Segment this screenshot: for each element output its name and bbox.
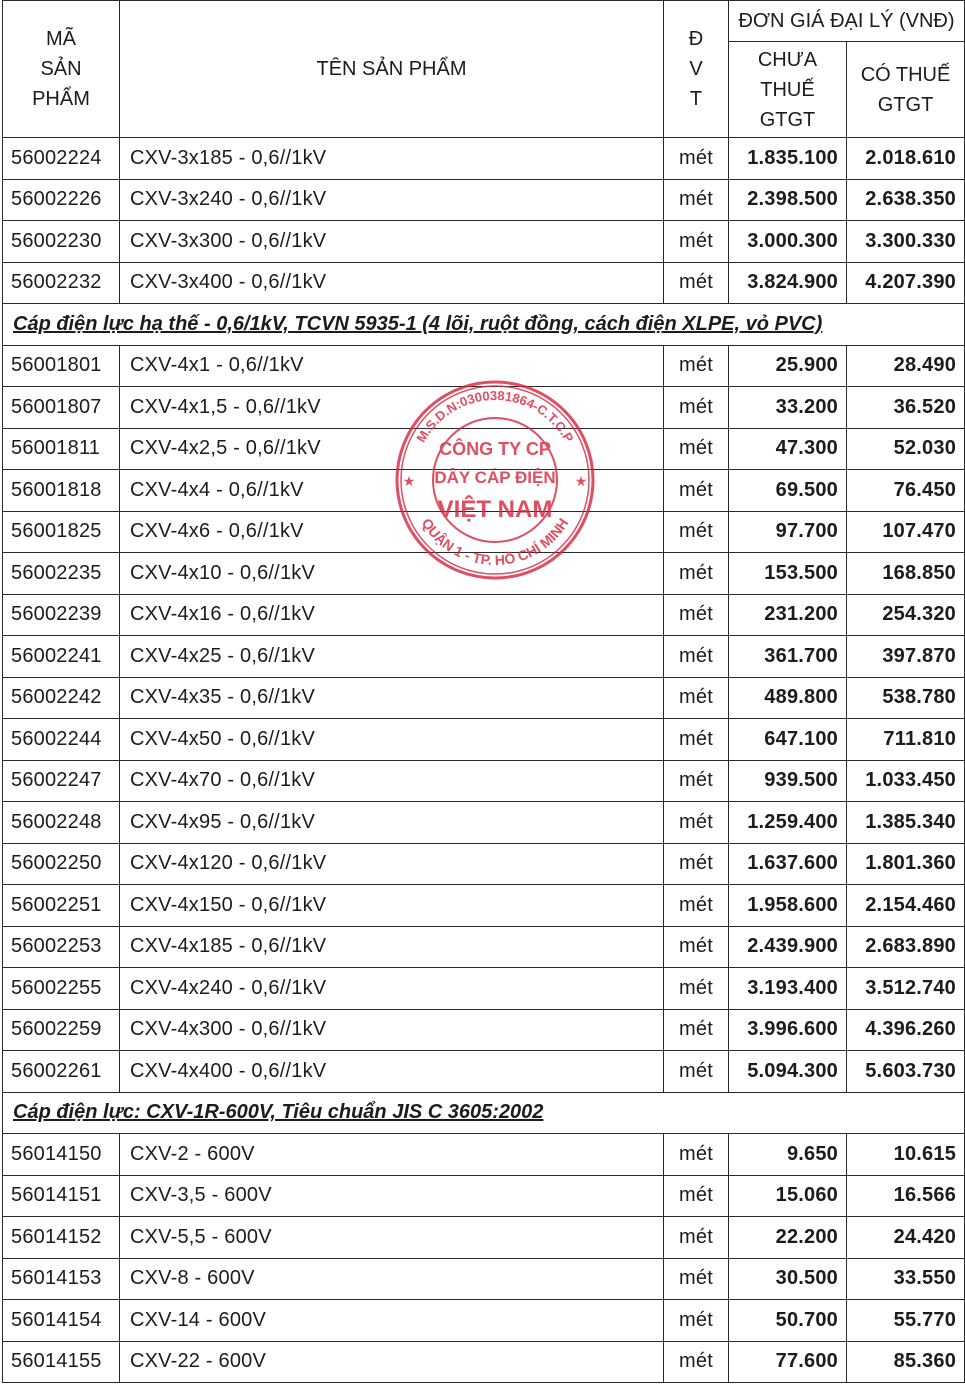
table-row [3, 1134, 965, 1176]
product-unit: mét [664, 1175, 729, 1217]
product-code: 56014154 [3, 1300, 120, 1342]
price-excl-vat: 2.398.500 [729, 179, 847, 221]
table-row [3, 843, 965, 885]
table-row [3, 1300, 965, 1342]
header-price-excl-line: THUẾ [760, 78, 815, 101]
product-name: CXV-22 - 600V [120, 1341, 664, 1383]
header-code-line: SẢN [40, 58, 82, 80]
price-incl-vat: 28.490 [847, 345, 965, 387]
product-name: CXV-4x6 - 0,6//1kV [120, 511, 664, 553]
product-code: 56002235 [3, 553, 120, 595]
price-incl-vat: 3.512.740 [847, 968, 965, 1010]
price-incl-vat: 55.770 [847, 1300, 965, 1342]
product-unit: mét [664, 594, 729, 636]
product-name: CXV-4x1 - 0,6//1kV [120, 345, 664, 387]
header-price-group: ĐƠN GIÁ ĐẠI LÝ (VNĐ) [729, 1, 965, 42]
price-excl-vat: 1.259.400 [729, 802, 847, 844]
product-name: CXV-4x120 - 0,6//1kV [120, 843, 664, 885]
price-incl-vat: 2.638.350 [847, 179, 965, 221]
price-excl-vat: 47.300 [729, 428, 847, 470]
price-excl-vat: 939.500 [729, 760, 847, 802]
table-row [3, 719, 965, 761]
product-code: 56014155 [3, 1341, 120, 1383]
product-unit: mét [664, 387, 729, 429]
table-row [3, 387, 965, 429]
product-unit: mét [664, 345, 729, 387]
price-incl-vat: 1.801.360 [847, 843, 965, 885]
product-name: CXV-4x4 - 0,6//1kV [120, 470, 664, 512]
header-code-line: MÃ [46, 28, 76, 50]
product-name: CXV-4x150 - 0,6//1kV [120, 885, 664, 927]
price-incl-vat: 254.320 [847, 594, 965, 636]
product-code: 56002251 [3, 885, 120, 927]
price-excl-vat: 69.500 [729, 470, 847, 512]
table-row [3, 179, 965, 221]
price-excl-vat: 489.800 [729, 677, 847, 719]
product-name: CXV-3x240 - 0,6//1kV [120, 179, 664, 221]
product-code: 56002250 [3, 843, 120, 885]
product-unit: mét [664, 926, 729, 968]
product-unit: mét [664, 719, 729, 761]
product-unit: mét [664, 470, 729, 512]
product-unit: mét [664, 138, 729, 180]
product-name: CXV-4x95 - 0,6//1kV [120, 802, 664, 844]
seal-line-1: CÔNG TY CP [439, 439, 551, 459]
table-row [3, 1175, 965, 1217]
product-code: 56002255 [3, 968, 120, 1010]
seal-line-2: DÂY CÁP ĐIỆN [434, 468, 556, 487]
product-unit: mét [664, 1217, 729, 1259]
price-incl-vat: 16.566 [847, 1175, 965, 1217]
product-unit: mét [664, 221, 729, 263]
price-incl-vat: 4.396.260 [847, 1009, 965, 1051]
header-name: TÊN SẢN PHẨM [120, 1, 664, 138]
product-code: 56001825 [3, 511, 120, 553]
product-name: CXV-14 - 600V [120, 1300, 664, 1342]
price-incl-vat: 36.520 [847, 387, 965, 429]
product-name: CXV-4x70 - 0,6//1kV [120, 760, 664, 802]
price-incl-vat: 107.470 [847, 511, 965, 553]
table-row [3, 1217, 965, 1259]
table-row [3, 345, 965, 387]
price-excl-vat: 50.700 [729, 1300, 847, 1342]
product-code: 56014153 [3, 1258, 120, 1300]
seal-ring-bottom: QUẬN 1 - TP. HỒ CHÍ MINH [418, 515, 572, 569]
price-excl-vat: 3.824.900 [729, 262, 847, 304]
table-row [3, 1051, 965, 1093]
price-incl-vat: 76.450 [847, 470, 965, 512]
product-unit: mét [664, 553, 729, 595]
section-row [3, 1092, 965, 1134]
price-incl-vat: 85.360 [847, 1341, 965, 1383]
product-code: 56001818 [3, 470, 120, 512]
product-name: CXV-4x185 - 0,6//1kV [120, 926, 664, 968]
product-name: CXV-5,5 - 600V [120, 1217, 664, 1259]
header-price-excl [729, 42, 847, 138]
product-unit: mét [664, 179, 729, 221]
price-table [2, 0, 965, 1383]
price-incl-vat: 3.300.330 [847, 221, 965, 263]
product-code: 56002226 [3, 179, 120, 221]
header-unit-line: Đ [688, 28, 704, 50]
product-code: 56002224 [3, 138, 120, 180]
header-price-incl-line: CÓ THUẾ [860, 63, 951, 86]
section-row [3, 304, 965, 346]
price-excl-vat: 647.100 [729, 719, 847, 761]
price-incl-vat: 2.018.610 [847, 138, 965, 180]
product-code: 56001807 [3, 387, 120, 429]
product-code: 56014150 [3, 1134, 120, 1176]
product-unit: mét [664, 1134, 729, 1176]
product-name: CXV-4x240 - 0,6//1kV [120, 968, 664, 1010]
product-unit: mét [664, 843, 729, 885]
price-incl-vat: 1.033.450 [847, 760, 965, 802]
product-unit: mét [664, 677, 729, 719]
product-unit: mét [664, 1258, 729, 1300]
product-name: CXV-4x10 - 0,6//1kV [120, 553, 664, 595]
product-code: 56002232 [3, 262, 120, 304]
price-list-sheet [2, 0, 964, 1383]
product-code: 56014152 [3, 1217, 120, 1259]
price-incl-vat: 4.207.390 [847, 262, 965, 304]
price-excl-vat: 1.958.600 [729, 885, 847, 927]
price-incl-vat: 5.603.730 [847, 1051, 965, 1093]
price-excl-vat: 361.700 [729, 636, 847, 678]
product-unit: mét [664, 1009, 729, 1051]
header-unit [664, 1, 729, 138]
product-name: CXV-3x400 - 0,6//1kV [120, 262, 664, 304]
header-price-incl-line: GTGT [877, 93, 934, 116]
table-row [3, 138, 965, 180]
price-excl-vat: 30.500 [729, 1258, 847, 1300]
price-excl-vat: 15.060 [729, 1175, 847, 1217]
table-row [3, 1341, 965, 1383]
price-excl-vat: 9.650 [729, 1134, 847, 1176]
table-row [3, 262, 965, 304]
product-code: 56002259 [3, 1009, 120, 1051]
product-name: CXV-4x400 - 0,6//1kV [120, 1051, 664, 1093]
table-row [3, 594, 965, 636]
table-row [3, 553, 965, 595]
price-incl-vat: 2.154.460 [847, 885, 965, 927]
table-row [3, 968, 965, 1010]
price-incl-vat: 538.780 [847, 677, 965, 719]
table-row [3, 470, 965, 512]
price-excl-vat: 1.835.100 [729, 138, 847, 180]
section-title: Cáp điện lực: CXV-1R-600V, Tiêu chuẩn JIS C 3605:2002 [3, 1092, 965, 1134]
price-incl-vat: 24.420 [847, 1217, 965, 1259]
product-unit: mét [664, 760, 729, 802]
price-excl-vat: 33.200 [729, 387, 847, 429]
product-code: 56014151 [3, 1175, 120, 1217]
price-excl-vat: 1.637.600 [729, 843, 847, 885]
price-incl-vat: 2.683.890 [847, 926, 965, 968]
table-row [3, 1258, 965, 1300]
price-excl-vat: 5.094.300 [729, 1051, 847, 1093]
product-unit: mét [664, 428, 729, 470]
header-unit-line: V [689, 58, 703, 80]
seal-ring-top: M.S.D.N:0300381864-C.T.C.P [413, 387, 577, 445]
table-row [3, 677, 965, 719]
product-name: CXV-4x16 - 0,6//1kV [120, 594, 664, 636]
seal-star-right-icon: ★ [574, 474, 588, 490]
price-excl-vat: 3.996.600 [729, 1009, 847, 1051]
table-row [3, 511, 965, 553]
product-name: CXV-3x300 - 0,6//1kV [120, 221, 664, 263]
price-excl-vat: 25.900 [729, 345, 847, 387]
price-table-body [3, 138, 965, 1383]
table-row [3, 636, 965, 678]
product-name: CXV-3x185 - 0,6//1kV [120, 138, 664, 180]
price-excl-vat: 77.600 [729, 1341, 847, 1383]
header-price-excl-line: GTGT [759, 108, 816, 131]
price-incl-vat: 33.550 [847, 1258, 965, 1300]
product-code: 56002247 [3, 760, 120, 802]
price-excl-vat: 231.200 [729, 594, 847, 636]
price-incl-vat: 52.030 [847, 428, 965, 470]
product-name: CXV-4x1,5 - 0,6//1kV [120, 387, 664, 429]
product-code: 56002239 [3, 594, 120, 636]
price-excl-vat: 153.500 [729, 553, 847, 595]
product-code: 56001811 [3, 428, 120, 470]
header-price-incl [847, 42, 965, 138]
product-unit: mét [664, 1051, 729, 1093]
table-row [3, 221, 965, 263]
product-code: 56001801 [3, 345, 120, 387]
table-row [3, 926, 965, 968]
price-incl-vat: 1.385.340 [847, 802, 965, 844]
product-name: CXV-4x2,5 - 0,6//1kV [120, 428, 664, 470]
product-unit: mét [664, 968, 729, 1010]
table-row [3, 760, 965, 802]
header-price-excl-line: CHƯA [757, 48, 818, 71]
price-incl-vat: 397.870 [847, 636, 965, 678]
header-code-line: PHẨM [32, 88, 90, 110]
product-name: CXV-4x50 - 0,6//1kV [120, 719, 664, 761]
table-row [3, 1009, 965, 1051]
product-unit: mét [664, 1300, 729, 1342]
product-unit: mét [664, 636, 729, 678]
header-code [3, 1, 120, 138]
product-unit: mét [664, 511, 729, 553]
table-row [3, 428, 965, 470]
product-name: CXV-8 - 600V [120, 1258, 664, 1300]
product-code: 56002244 [3, 719, 120, 761]
price-excl-vat: 3.000.300 [729, 221, 847, 263]
product-name: CXV-4x300 - 0,6//1kV [120, 1009, 664, 1051]
price-incl-vat: 168.850 [847, 553, 965, 595]
price-incl-vat: 10.615 [847, 1134, 965, 1176]
product-code: 56002248 [3, 802, 120, 844]
product-unit: mét [664, 1341, 729, 1383]
price-excl-vat: 2.439.900 [729, 926, 847, 968]
product-code: 56002261 [3, 1051, 120, 1093]
product-code: 56002242 [3, 677, 120, 719]
price-excl-vat: 3.193.400 [729, 968, 847, 1010]
price-excl-vat: 22.200 [729, 1217, 847, 1259]
product-code: 56002253 [3, 926, 120, 968]
seal-star-left-icon: ★ [402, 474, 416, 490]
price-incl-vat: 711.810 [847, 719, 965, 761]
header-unit-line: T [689, 88, 703, 110]
product-name: CXV-4x35 - 0,6//1kV [120, 677, 664, 719]
product-unit: mét [664, 802, 729, 844]
product-name: CXV-2 - 600V [120, 1134, 664, 1176]
product-name: CXV-3,5 - 600V [120, 1175, 664, 1217]
product-unit: mét [664, 885, 729, 927]
table-row [3, 802, 965, 844]
price-excl-vat: 97.700 [729, 511, 847, 553]
table-row [3, 885, 965, 927]
product-name: CXV-4x25 - 0,6//1kV [120, 636, 664, 678]
product-code: 56002241 [3, 636, 120, 678]
product-code: 56002230 [3, 221, 120, 263]
seal-line-3: VIỆT NAM [437, 496, 553, 523]
product-unit: mét [664, 262, 729, 304]
section-title: Cáp điện lực hạ thế - 0,6/1kV, TCVN 5935-1 (4 lõi, ruột đồng, cách điện XLPE, vỏ PVC) [3, 304, 965, 346]
